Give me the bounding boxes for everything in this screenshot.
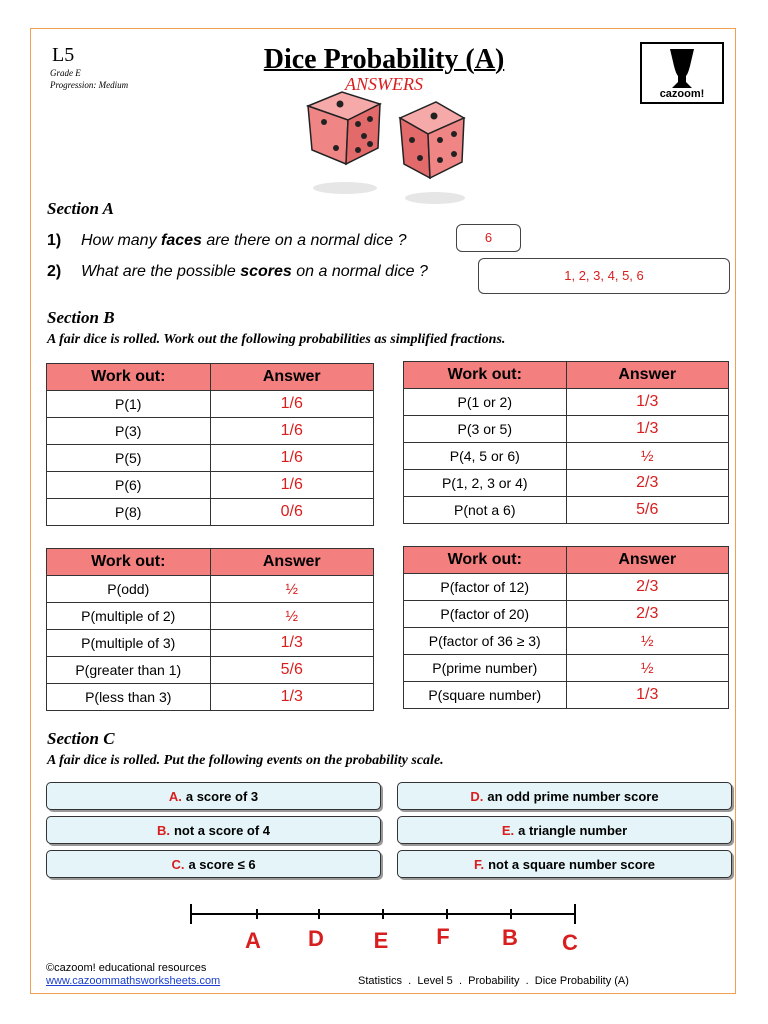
section-b-instruction: A fair dice is rolled. Work out the following probabilities as simplified fractions. xyxy=(47,332,506,347)
work-out-cell: P(greater than 1) xyxy=(47,657,211,684)
dice-illustration xyxy=(300,84,480,204)
probability-scale-line xyxy=(185,900,585,930)
col-header-work-out: Work out: xyxy=(404,547,567,574)
work-out-cell: P(prime number) xyxy=(404,655,567,682)
table-row xyxy=(47,445,374,472)
crumb-statistics: Statistics xyxy=(358,975,403,987)
work-out-cell: P(multiple of 3) xyxy=(47,630,211,657)
table-row xyxy=(47,499,374,526)
event-e-text: a triangle number xyxy=(518,822,628,838)
probability-table-4 xyxy=(403,546,729,709)
table-row xyxy=(404,682,729,709)
crumb-separator-1: . xyxy=(408,975,412,987)
question-2-post: on a normal dice ? xyxy=(291,263,428,280)
website-link-wrap xyxy=(46,975,220,987)
event-e-label: E. xyxy=(501,822,515,838)
event-c-label: C. xyxy=(171,856,185,872)
answer-cell[interactable]: 2/3 xyxy=(566,601,729,628)
answers-subtitle: ANSWERS xyxy=(345,74,423,94)
col-header-work-out: Work out: xyxy=(47,549,211,576)
scale-letter-a: A xyxy=(245,928,261,953)
question-1-post: are there on a normal dice ? xyxy=(201,232,407,249)
event-f-text: not a square number score xyxy=(488,856,655,872)
progression-label: Progression: Medium xyxy=(50,80,129,90)
col-header-answer: Answer xyxy=(210,549,374,576)
website-link[interactable]: www.cazoommathsworksheets.com xyxy=(46,975,221,987)
answer-cell[interactable]: ½ xyxy=(566,443,729,470)
work-out-cell: P(factor of 20) xyxy=(404,601,567,628)
answer-cell[interactable]: ½ xyxy=(566,628,729,655)
table-row xyxy=(404,389,729,416)
answer-cell[interactable]: 2/3 xyxy=(566,574,729,601)
table-row xyxy=(404,497,729,524)
work-out-cell: P(not a 6) xyxy=(404,497,567,524)
answer-cell[interactable]: 5/6 xyxy=(210,657,374,684)
copyright-text: ©cazoom! educational resources xyxy=(46,962,207,974)
table-row xyxy=(47,472,374,499)
logo-text: cazoom! xyxy=(659,88,705,100)
work-out-cell: P(square number) xyxy=(404,682,567,709)
event-card-a[interactable] xyxy=(46,782,381,810)
work-out-cell: P(3 or 5) xyxy=(404,416,567,443)
question-2-bold: scores xyxy=(240,263,292,280)
answer-cell[interactable]: 2/3 xyxy=(566,470,729,497)
event-b-label: B. xyxy=(156,822,170,838)
table-row xyxy=(404,416,729,443)
question-2-number: 2) xyxy=(47,263,62,280)
event-card-c[interactable] xyxy=(46,850,381,878)
table-row xyxy=(47,657,374,684)
table-row xyxy=(404,601,729,628)
event-card-f[interactable] xyxy=(397,850,732,878)
work-out-cell: P(3) xyxy=(47,418,211,445)
event-a-text: a score of 3 xyxy=(185,788,259,804)
answer-cell[interactable]: 1/6 xyxy=(210,472,374,499)
question-1-bold: faces xyxy=(161,232,202,249)
question-2 xyxy=(47,263,428,281)
answer-box-1[interactable]: 6 xyxy=(456,224,521,252)
event-b-text: not a score of 4 xyxy=(173,822,271,838)
scale-letter-f: F xyxy=(436,924,450,949)
work-out-cell: P(5) xyxy=(47,445,211,472)
section-c-heading: Section C xyxy=(47,729,115,748)
answer-cell[interactable]: 1/3 xyxy=(566,416,729,443)
probability-table-1 xyxy=(46,363,374,526)
event-card-b[interactable] xyxy=(46,816,381,844)
table-row xyxy=(47,418,374,445)
scale-letter-b: B xyxy=(502,925,518,950)
scale-letter-c: C xyxy=(562,930,578,955)
answer-cell[interactable]: 0/6 xyxy=(210,499,374,526)
work-out-cell: P(1) xyxy=(47,391,211,418)
answer-cell[interactable]: 1/6 xyxy=(210,418,374,445)
answer-cell[interactable]: ½ xyxy=(566,655,729,682)
section-b-heading: Section B xyxy=(47,308,115,327)
question-1-number: 1) xyxy=(47,232,62,249)
answer-cell[interactable]: ½ xyxy=(210,576,374,603)
event-a-label: A. xyxy=(168,788,182,804)
event-card-d[interactable] xyxy=(397,782,732,810)
work-out-cell: P(factor of 12) xyxy=(404,574,567,601)
page-title: Dice Probability (A) xyxy=(263,44,505,75)
table-row xyxy=(404,443,729,470)
table-row xyxy=(404,655,729,682)
table-row xyxy=(404,574,729,601)
table-row xyxy=(404,470,729,497)
col-header-answer: Answer xyxy=(566,547,729,574)
event-c-text: a score ≤ 6 xyxy=(188,856,256,872)
work-out-cell: P(less than 3) xyxy=(47,684,211,711)
cazoom-logo xyxy=(640,42,724,104)
table-row xyxy=(47,576,374,603)
table-row xyxy=(47,684,374,711)
answer-cell[interactable]: 1/3 xyxy=(210,684,374,711)
answer-cell[interactable]: ½ xyxy=(210,603,374,630)
table-row xyxy=(47,630,374,657)
crumb-worksheet: Dice Probability (A) xyxy=(534,975,629,987)
work-out-cell: P(multiple of 2) xyxy=(47,603,211,630)
work-out-cell: P(1, 2, 3 or 4) xyxy=(404,470,567,497)
table-row xyxy=(404,628,729,655)
answer-cell[interactable]: 1/3 xyxy=(566,389,729,416)
question-1-pre: How many xyxy=(81,232,162,249)
probability-table-3 xyxy=(46,548,374,711)
answer-cell[interactable]: 1/6 xyxy=(210,391,374,418)
question-1 xyxy=(47,232,407,250)
section-a-heading: Section A xyxy=(47,199,114,218)
event-d-label: D. xyxy=(470,788,484,804)
crumb-level: Level 5 xyxy=(417,975,453,987)
answer-cell[interactable]: 1/6 xyxy=(210,445,374,472)
crumb-probability: Probability xyxy=(468,975,520,987)
work-out-cell: P(odd) xyxy=(47,576,211,603)
question-2-pre: What are the possible xyxy=(81,263,241,280)
crumb-separator-2: . xyxy=(458,975,462,987)
table-row xyxy=(47,603,374,630)
work-out-cell: P(4, 5 or 6) xyxy=(404,443,567,470)
work-out-cell: P(1 or 2) xyxy=(404,389,567,416)
answer-cell[interactable]: 5/6 xyxy=(566,497,729,524)
crumb-separator-3: . xyxy=(525,975,529,987)
col-header-answer: Answer xyxy=(210,364,374,391)
scale-letter-e: E xyxy=(373,928,389,953)
breadcrumb xyxy=(358,975,629,987)
work-out-cell: P(factor of 36 ≥ 3) xyxy=(404,628,567,655)
col-header-work-out: Work out: xyxy=(404,362,567,389)
event-f-label: F. xyxy=(473,856,485,872)
section-c-instruction: A fair dice is rolled. Put the following events on the probability scale. xyxy=(47,753,444,768)
scale-letter-d: D xyxy=(308,926,324,951)
table-row xyxy=(47,391,374,418)
col-header-work-out: Work out: xyxy=(47,364,211,391)
answer-cell[interactable]: 1/3 xyxy=(210,630,374,657)
probability-table-2 xyxy=(403,361,729,524)
event-card-e[interactable] xyxy=(397,816,732,844)
answer-cell[interactable]: 1/3 xyxy=(566,682,729,709)
event-d-text: an odd prime number score xyxy=(487,788,659,804)
answer-box-2[interactable]: 1, 2, 3, 4, 5, 6 xyxy=(478,258,730,294)
grade-label: Grade E xyxy=(50,68,81,78)
work-out-cell: P(8) xyxy=(47,499,211,526)
work-out-cell: P(6) xyxy=(47,472,211,499)
col-header-answer: Answer xyxy=(566,362,729,389)
level-label: L5 xyxy=(52,44,75,66)
